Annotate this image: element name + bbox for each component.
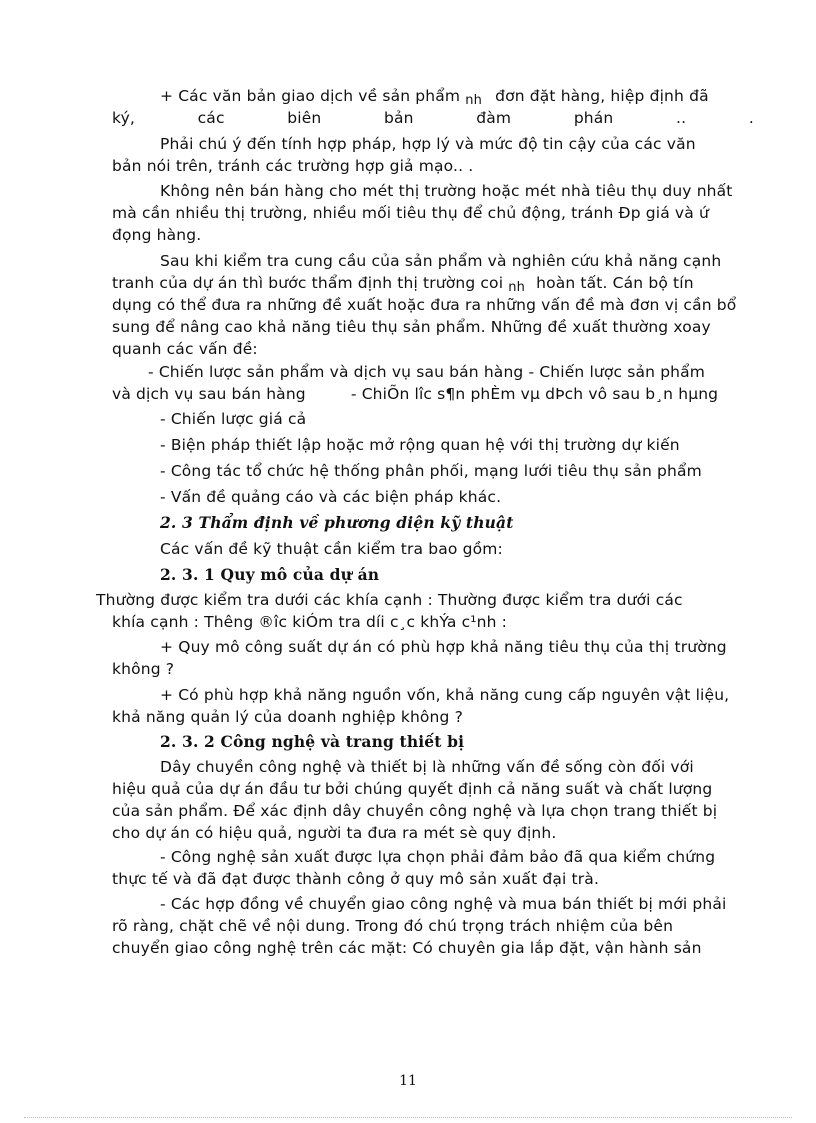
paragraph-market-appraisal [112,250,754,360]
list-item: - Biện pháp thiết lập hoặc mở rộng quan hệ với thị trường dự kiến [160,436,680,454]
paragraph-legality [112,133,754,177]
word: bản [384,109,414,127]
text-line: tranh của dự án thì bước thẩm định thị trường coi [112,274,504,292]
text-line: bản nói trên, tránh các trường hợp giả mạo.. . [112,157,474,175]
text-fragment: nh [465,93,482,108]
text-line: không ? [112,660,175,678]
text-line: thực tế và đã đạt được thành công ở quy mô sản xuất đại trà. [112,870,600,888]
page-number: 11 [399,1073,417,1089]
question-resources [112,684,754,728]
text-line: và dịch vụ sau bán hàng [112,385,306,403]
bullet-list [112,408,754,512]
text-line: quanh các vấn đề: [112,340,258,358]
section-heading-2-3-2 [112,731,754,753]
question-capacity [112,636,754,680]
text-line: khả năng quản lý của doanh nghiệp không ? [112,708,463,726]
text-line: - ChiÕn lîc s¶n phÈm vµ dÞch vô sau b¸n hµng [350,385,719,403]
word: ký, [112,109,135,127]
text-fragment: nh [508,280,526,295]
list-item: - Vấn đề quảng cáo và các biện pháp khác. [160,488,502,506]
text-line: Các vấn đề kỹ thuật cần kiểm tra bao gồm: [160,540,503,558]
text-line: + Có phù hợp khả năng nguồn vốn, khả năng cung cấp nguyên vật liệu, [160,686,730,704]
bullet-product-strategy [112,361,754,405]
text-line: - Các hợp đồng về chuyển giao công nghệ và mua bán thiết bị mới phải [160,895,727,913]
word: phán [573,109,614,127]
word: . [748,109,754,127]
word: đàm [476,109,512,127]
paragraph-transaction-docs [112,85,754,129]
text-line: hoàn tất. Cán bộ tín [536,274,694,292]
list-item: - Chiến lược giá cả [160,410,307,428]
text-line: của sản phẩm. Để xác định dây chuyền công nghệ và lựa chọn trang thiết bị [112,802,718,820]
list-item: - Công tác tổ chức hệ thống phân phối, mạng lưới tiêu thụ sản phẩm [160,462,702,480]
text-line: + Các văn bản giao dịch về sản phẩm [160,87,461,105]
point-transfer-contracts [112,893,754,959]
text-line: - Công nghệ sản xuất được lựa chọn phải đảm bảo đã qua kiểm chứng [160,848,716,866]
text-line: mà cần nhiều thị trường, nhiều mối tiêu thụ để chủ động, tránh Đp giá và ứ [112,204,709,222]
text-line: cho dự án có hiệu quả, người ta đưa ra mét sè quy định. [112,824,557,842]
word: các [197,109,225,127]
text-line: Phải chú ý đến tính hợp pháp, hợp lý và mức độ tin cậy của các văn [160,135,696,153]
text-line: Sau khi kiểm tra cung cầu của sản phẩm và nghiên cứu khả năng cạnh [160,252,722,270]
text-line: - Chiến lược sản phẩm và dịch vụ sau bán hàng - Chiến lược sản phẩm [148,363,706,381]
word: biên [287,109,322,127]
section-title: 2. 3. 2 Công nghệ và trang thiết bị [160,732,465,751]
text-line: Không nên bán hàng cho mét thị trường hoặc mét nhà tiêu thụ duy nhất [160,182,733,200]
paragraph-market-diversity [112,180,754,246]
paragraph-scale [96,589,754,633]
text-line: sung để nâng cao khả năng tiêu thụ sản phẩm. Những đề xuất thường xoay [112,318,711,336]
text-line: + Quy mô công suất dự án có phù hợp khả năng tiêu thụ của thị trường [160,638,727,656]
section-heading-2-3-1 [112,564,754,586]
section-title: 2. 3 Thẩm định về phương diện kỹ thuật [160,513,514,532]
point-proven-technology [112,846,754,890]
text-line: đơn đặt hàng, hiệp định đã [495,87,709,105]
text-line: đọng hàng. [112,226,202,244]
text-line: chuyển giao công nghệ trên các mặt: Có chuyên gia lắp đặt, vận hành sản [112,939,702,957]
text-line: hiệu quả của dự án đầu tư bởi chúng quyết định cả năng suất và chất lượng [112,780,713,798]
footer-divider [24,1117,792,1118]
text-line: khía cạnh : Thêng ®îc kiÓm tra díi c¸c khÝa c¹nh : [112,613,508,631]
section-title: 2. 3. 1 Quy mô của dự án [160,565,380,584]
justified-line [112,107,754,129]
text-line: dụng có thể đưa ra những đề xuất hoặc đưa ra những vấn đề mà đơn vị cần bổ [112,296,737,314]
paragraph-technology [112,756,754,844]
text-line: rõ ràng, chặt chẽ về nội dung. Trong đó chú trọng trách nhiệm của bên [112,917,674,935]
text-line: Thường được kiểm tra dưới các khía cạnh : Thường được kiểm tra dưới các [96,591,683,609]
text-line: Dây chuyền công nghệ và thiết bị là những vấn đề sống còn đối với [160,758,694,776]
paragraph-technical-issues [112,538,754,560]
section-heading-2-3 [112,512,754,534]
word: .. [676,109,687,127]
